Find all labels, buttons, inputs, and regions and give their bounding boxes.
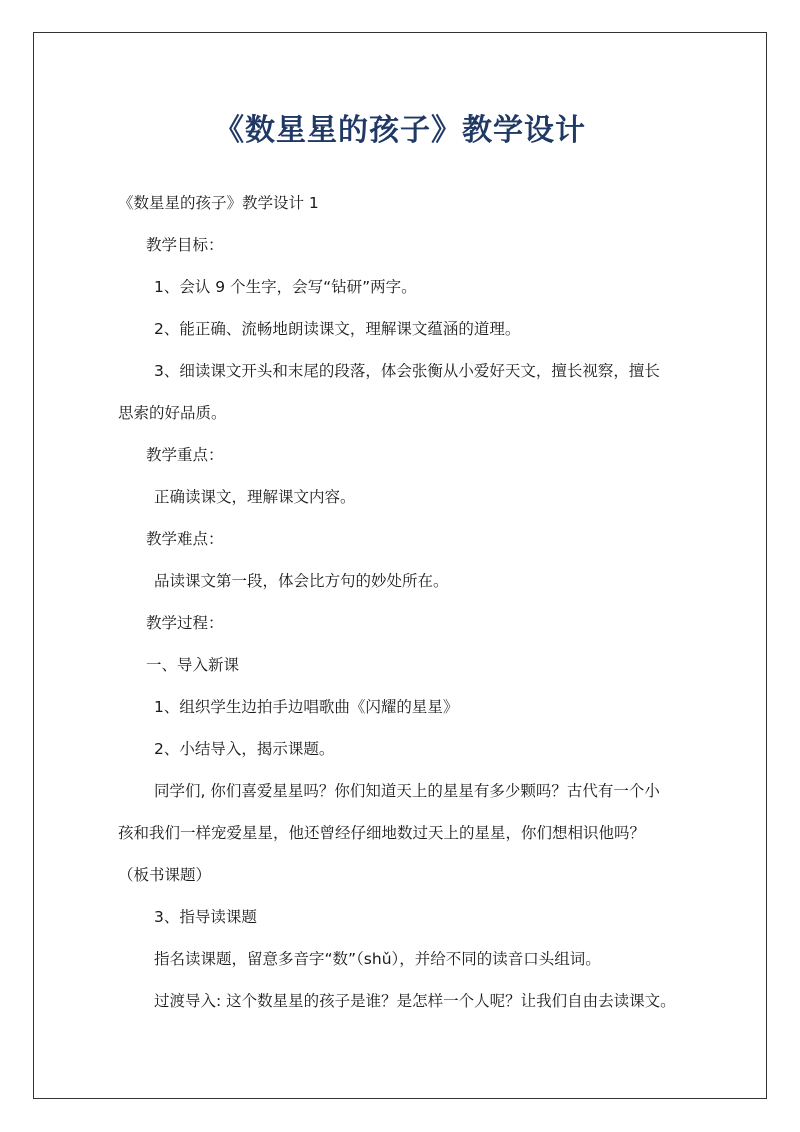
text-line: 教学过程：	[146, 614, 224, 632]
text-line: 过渡导入: 这个数星星的孩子是谁？是怎样一个人呢？让我们自由去读课文。	[154, 992, 676, 1010]
text-line: 品读课文第一段，体会比方句的妙处所在。	[154, 572, 449, 590]
text-line: 教学难点：	[146, 530, 224, 548]
text-line: 教学重点：	[146, 446, 224, 464]
text-line: 1、会认 9 个生字，会写“钻研”两字。	[154, 278, 417, 296]
text-line: 2、小结导入，揭示课题。	[154, 740, 335, 758]
text-line: 3、指导读课题	[154, 908, 257, 926]
text-line: 正确读课文，理解课文内容。	[154, 488, 356, 506]
document-title: 《数星星的孩子》教学设计	[214, 113, 586, 148]
text-line: 指名读课题，留意多音字“数”（shǔ），并给不同的读音口头组词。	[154, 950, 601, 968]
text-line: 3、细读课文开头和末尾的段落，体会张衡从小爱好天文，擅长视察，擅长	[154, 362, 660, 380]
text-line: 思索的好品质。	[118, 404, 227, 422]
text-line: 1、组织学生边拍手边唱歌曲《闪耀的星星》	[154, 698, 459, 716]
text-line: 教学目标：	[146, 236, 224, 254]
text-line: 2、能正确、流畅地朗读课文，理解课文蕴涵的道理。	[154, 320, 521, 338]
text-line: 同学们, 你们喜爱星星吗？你们知道天上的星星有多少颗吗？古代有一个小	[154, 782, 660, 800]
subtitle-line: 《数星星的孩子》教学设计 1	[118, 194, 319, 212]
text-line: （板书课题）	[118, 866, 212, 884]
text-line: 孩和我们一样宠爱星星，他还曾经仔细地数过天上的星星，你们想相识他吗？	[118, 824, 646, 842]
text-line: 一、导入新课	[146, 656, 240, 674]
